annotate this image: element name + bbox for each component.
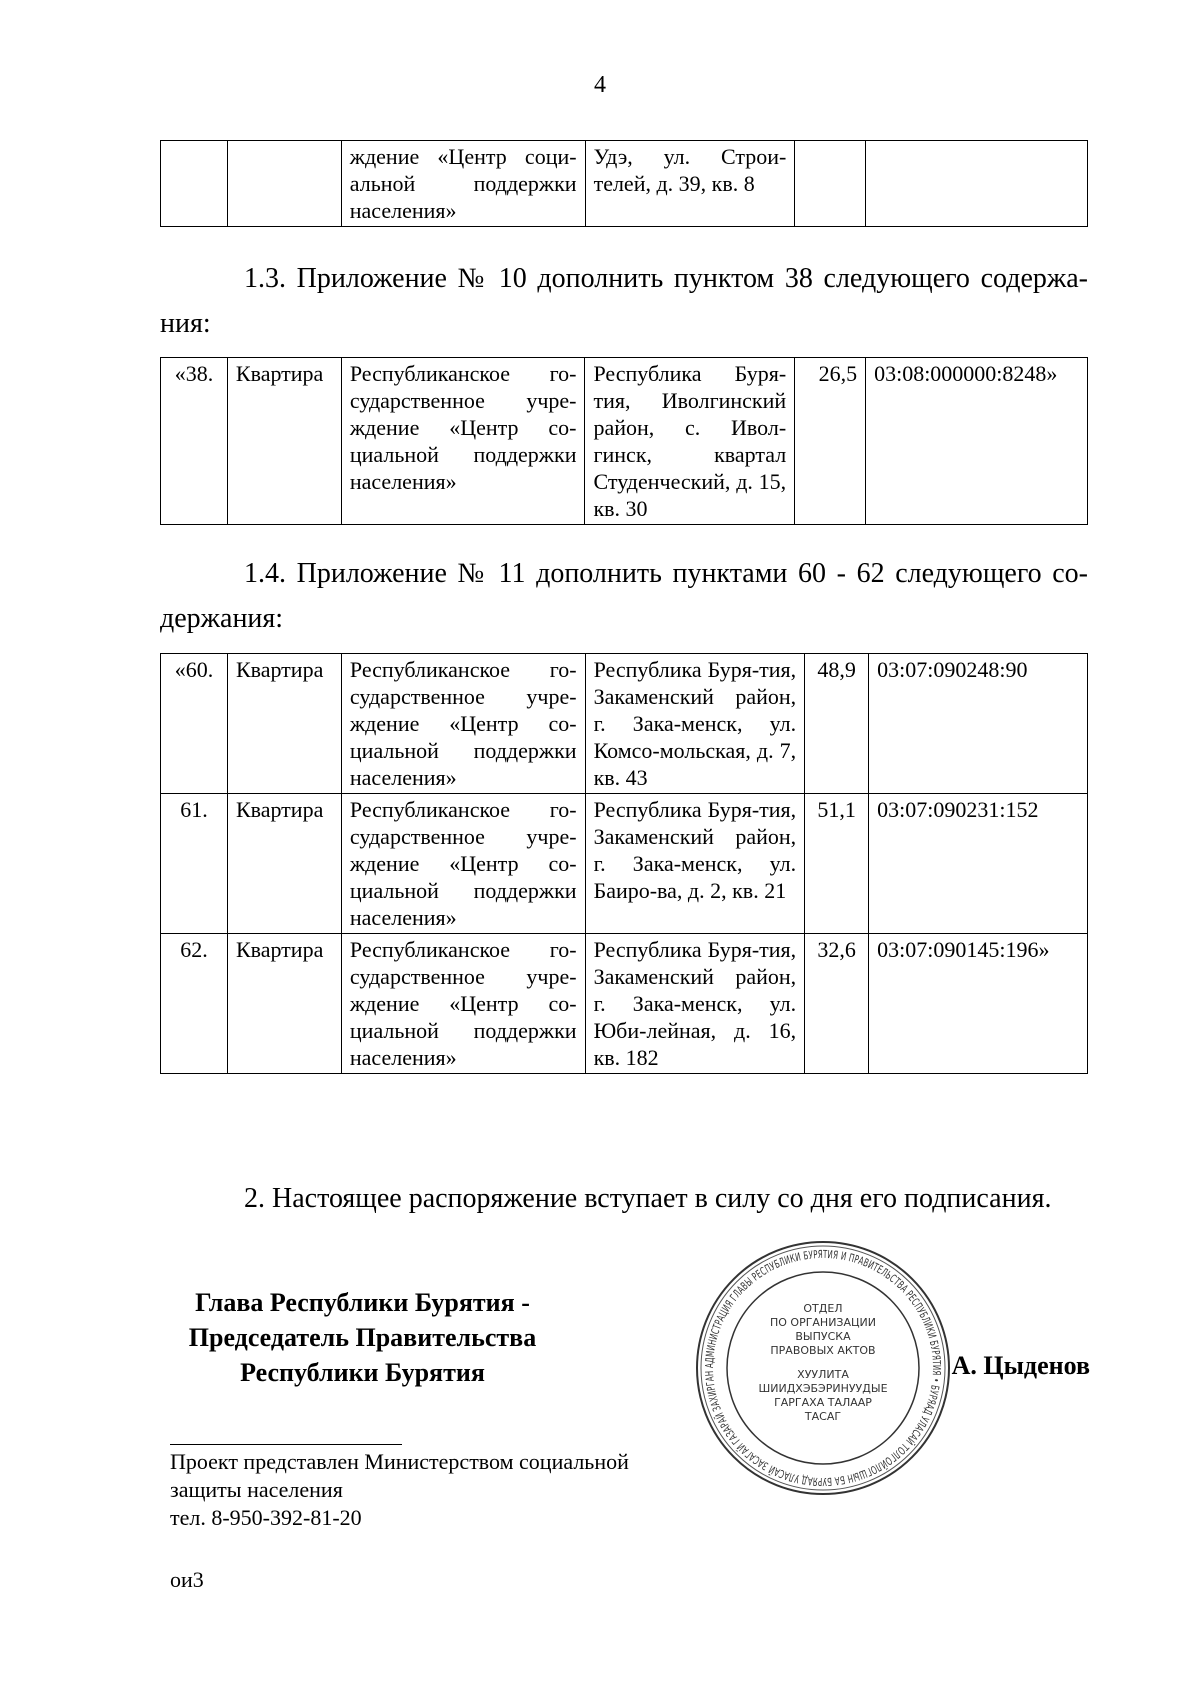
cell-type: Квартира [227,654,341,794]
seal-line: ПО ОРГАНИЗАЦИИ [769,1316,877,1329]
cell-number: «60. [161,654,228,794]
seal-line: ХУУЛИТА [797,1368,849,1381]
footnote-line: Проект представлен Министерством социальной [170,1449,629,1474]
footnote-line: защиты населения [170,1477,343,1502]
cell-address: Удэ, ул. Строи-телей, д. 39, кв. 8 [585,141,795,227]
cell-holder: Республиканское го-сударственное учре-ждение «Центр со-циальной поддержки населения» [341,654,585,794]
cell-area: 26,5 [795,358,866,525]
signer-name: А. Цыденов [951,1351,1090,1380]
cell-address: Республика Буря-тия, Закаменский район, г. Зака-менск, ул. Комсо-мольская, д. 7, кв. 43 [585,654,805,794]
signer-title [160,1285,565,1390]
cell-cadastral: 03:07:090231:152 [869,794,1088,934]
paragraph-1-4: 1.4. Приложение № 11 дополнить пунктами 60 - 62 следующего со-держания: [160,558,1088,634]
cell-holder: Республиканское го-сударственное учре-ждение «Центр со-циальной поддержки населения» [341,794,585,934]
cell-area: 51,1 [805,794,869,934]
cell-number: 62. [161,934,228,1074]
cell-cadastral: 03:08:000000:8248» [866,358,1088,525]
cell-holder: Республиканское го-сударственное учре-ждение «Центр со-циальной поддержки населения» [341,934,585,1074]
paragraph-2: 2. Настоящее распоряжение вступает в силу со дня его подписания. [244,1183,1052,1214]
cell-address: Республика Буря-тия, Закаменский район, г. Зака-менск, ул. Баиро-ва, д. 2, кв. 21 [585,794,805,934]
seal-line: ГАРГАХА ТАЛААР [774,1396,872,1409]
cell-cadastral [866,141,1088,227]
cell-type: Квартира [227,794,341,934]
table-row [161,934,1088,1074]
cell-holder: Республиканское го-сударственное учре-ждение «Центр со-циальной поддержки населения» [341,358,585,525]
seal-line: ПРАВОВЫХ АКТОВ [770,1344,876,1357]
cell-type: Квартира [227,358,341,525]
cell-area: 32,6 [805,934,869,1074]
seal-line: ТАСАГ [804,1410,842,1423]
cell-address: Республика Буря-тия, Иволгинский район, с. Ивол-гинск, квартал Студенческий, д. 15, кв. 30 [585,358,795,525]
cell-type [227,141,341,227]
footnote [170,1448,629,1532]
cell-holder: ждение «Центр соци-альной поддержки населения» [341,141,585,227]
document-code: ои3 [170,1567,204,1592]
seal-line: ШИИДХЭБЭРИНУУДЫЕ [758,1382,888,1395]
table-items-60-62 [160,653,1088,1074]
signer-title-line: Председатель Правительства [188,1323,537,1352]
cell-number: 61. [161,794,228,934]
table-row [161,141,1088,227]
seal-line: ВЫПУСКА [795,1330,851,1343]
footnote-divider [170,1444,402,1445]
cell-cadastral: 03:07:090248:90 [869,654,1088,794]
page-number: 4 [594,72,606,98]
signer-title-line: Республики Бурятия [240,1358,485,1387]
cell-number [161,141,228,227]
table-row [161,358,1088,525]
table-row [161,794,1088,934]
signer-title-line: Глава Республики Бурятия - [195,1288,530,1317]
seal-line: ОТДЕЛ [803,1302,843,1315]
cell-area: 48,9 [805,654,869,794]
cell-number: «38. [161,358,228,525]
table-row [161,654,1088,794]
paragraph-1-3: 1.3. Приложение № 10 дополнить пунктом 38 следующего содержа-ния: [160,263,1088,339]
seal-outer-text: АДМИНИСТРАЦИЯ ГЛАВЫ РЕСПУБЛИКИ БУРЯТИЯ И ПРАВИТЕЛЬСТВА РЕСПУБЛИКИ БУРЯТИЯ • БУРЯАД УЛАСАЙ ТОЛГОЙЛОГШЫН БА БУРЯАД УЛАСАЙ ЗАСАГАЙ ГАЗАРАЙ ЗАХИРГАН [702,1247,944,1489]
table-continuation [160,140,1088,227]
cell-area [795,141,866,227]
official-seal [693,1238,953,1498]
cell-type: Квартира [227,934,341,1074]
cell-cadastral: 03:07:090145:196» [869,934,1088,1074]
cell-address: Республика Буря-тия, Закаменский район, г. Зака-менск, ул. Юби-лейная, д. 16, кв. 182 [585,934,805,1074]
table-item-38 [160,357,1088,525]
footnote-line: тел. 8-950-392-81-20 [170,1505,362,1530]
